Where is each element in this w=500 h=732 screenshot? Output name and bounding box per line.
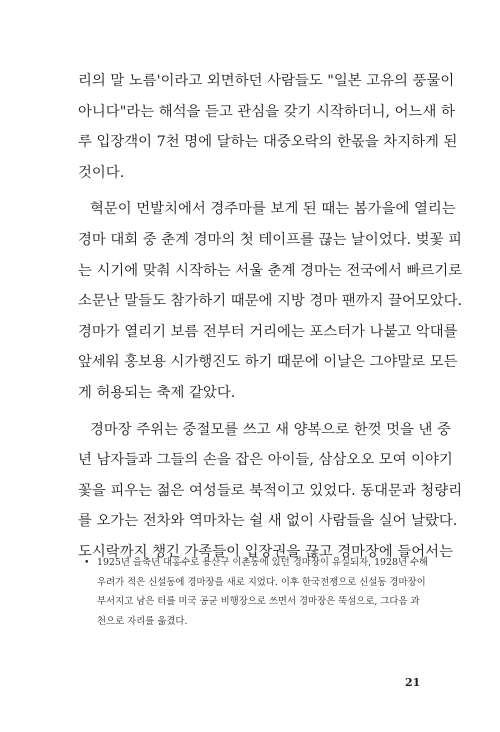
footnote: [84, 553, 429, 631]
text-line: 는 시기에 맞춰 시작하는 서울 춘계 경마는 전국에서 빠르기로: [78, 262, 463, 279]
text-line: 년 남자들과 그들의 손을 잡은 아이들, 삼삼오오 모여 이야기: [78, 452, 453, 469]
text-line: 경마가 열리기 보름 전부터 거리에는 포스터가 나붙고 악대를: [78, 323, 458, 340]
text-line: 아니다"라는 해석을 듣고 관심을 갖기 시작하더니, 어느새 하: [78, 103, 455, 120]
text-line: 를 오가는 전차와 역마차는 쉴 새 없이 사람들을 실어 날랐다.: [78, 513, 458, 530]
paragraph-3: [78, 415, 463, 568]
paragraph-2: [78, 194, 463, 408]
footnote-line: 우려가 적은 신설동에 경마장을 새로 지었다. 이후 한국전쟁으로 신설동 경마장이: [97, 576, 426, 588]
text-line: 소문난 말들도 참가하기 때문에 지방 경마 팬까지 끌어모았다.: [78, 293, 463, 310]
text-line: 루 입장객이 7천 명에 달하는 대중오락의 한몫을 차지하게 된: [78, 134, 458, 151]
text-line: 리의 말 노름'이라고 외면하던 사람들도 "일본 고유의 풍물이: [78, 73, 455, 89]
body-text: [78, 66, 463, 568]
text-line: 경마장 주위는 중절모를 쓰고 새 양복으로 한껏 멋을 낸 중: [90, 421, 451, 438]
bullet-icon: •: [84, 557, 90, 568]
footnote-line: [84, 553, 429, 573]
text-line: 꽃을 피우는 젊은 여성들로 북적이고 있었다. 동대문과 청량리: [78, 482, 463, 499]
paragraph-1: [78, 66, 458, 188]
text-line: 것이다.: [78, 164, 125, 181]
text-line: 도시락까지 챙긴 가족들이 입장권을 끊고 경마장에 들어서는: [78, 543, 453, 560]
footnote-text: 1925년 을축년 대홍수로 용산구 이촌동에 있던 경마장이 유실되자, 1928년 수해: [97, 557, 429, 568]
footnote-line: 부서지고 남은 터를 미국 공군 비행장으로 쓰면서 경마장은 뚝섬으로, 그다음 과: [97, 596, 420, 607]
text-line: 경마 대회 중 춘계 경마의 첫 테이프를 끊는 날이었다. 벚꽃 피: [78, 231, 462, 248]
footnote-line: 천으로 자리를 옮겼다.: [97, 615, 188, 627]
page-number: 21: [405, 676, 421, 689]
text-line: 앞세워 홍보용 시가행진도 하기 때문에 이날은 그야말로 모든: [78, 354, 458, 371]
text-line: 혁문이 먼발치에서 경주마를 보게 된 때는 봄가을에 열리는: [90, 201, 456, 218]
text-line: 게 허용되는 축제 같았다.: [78, 384, 236, 401]
